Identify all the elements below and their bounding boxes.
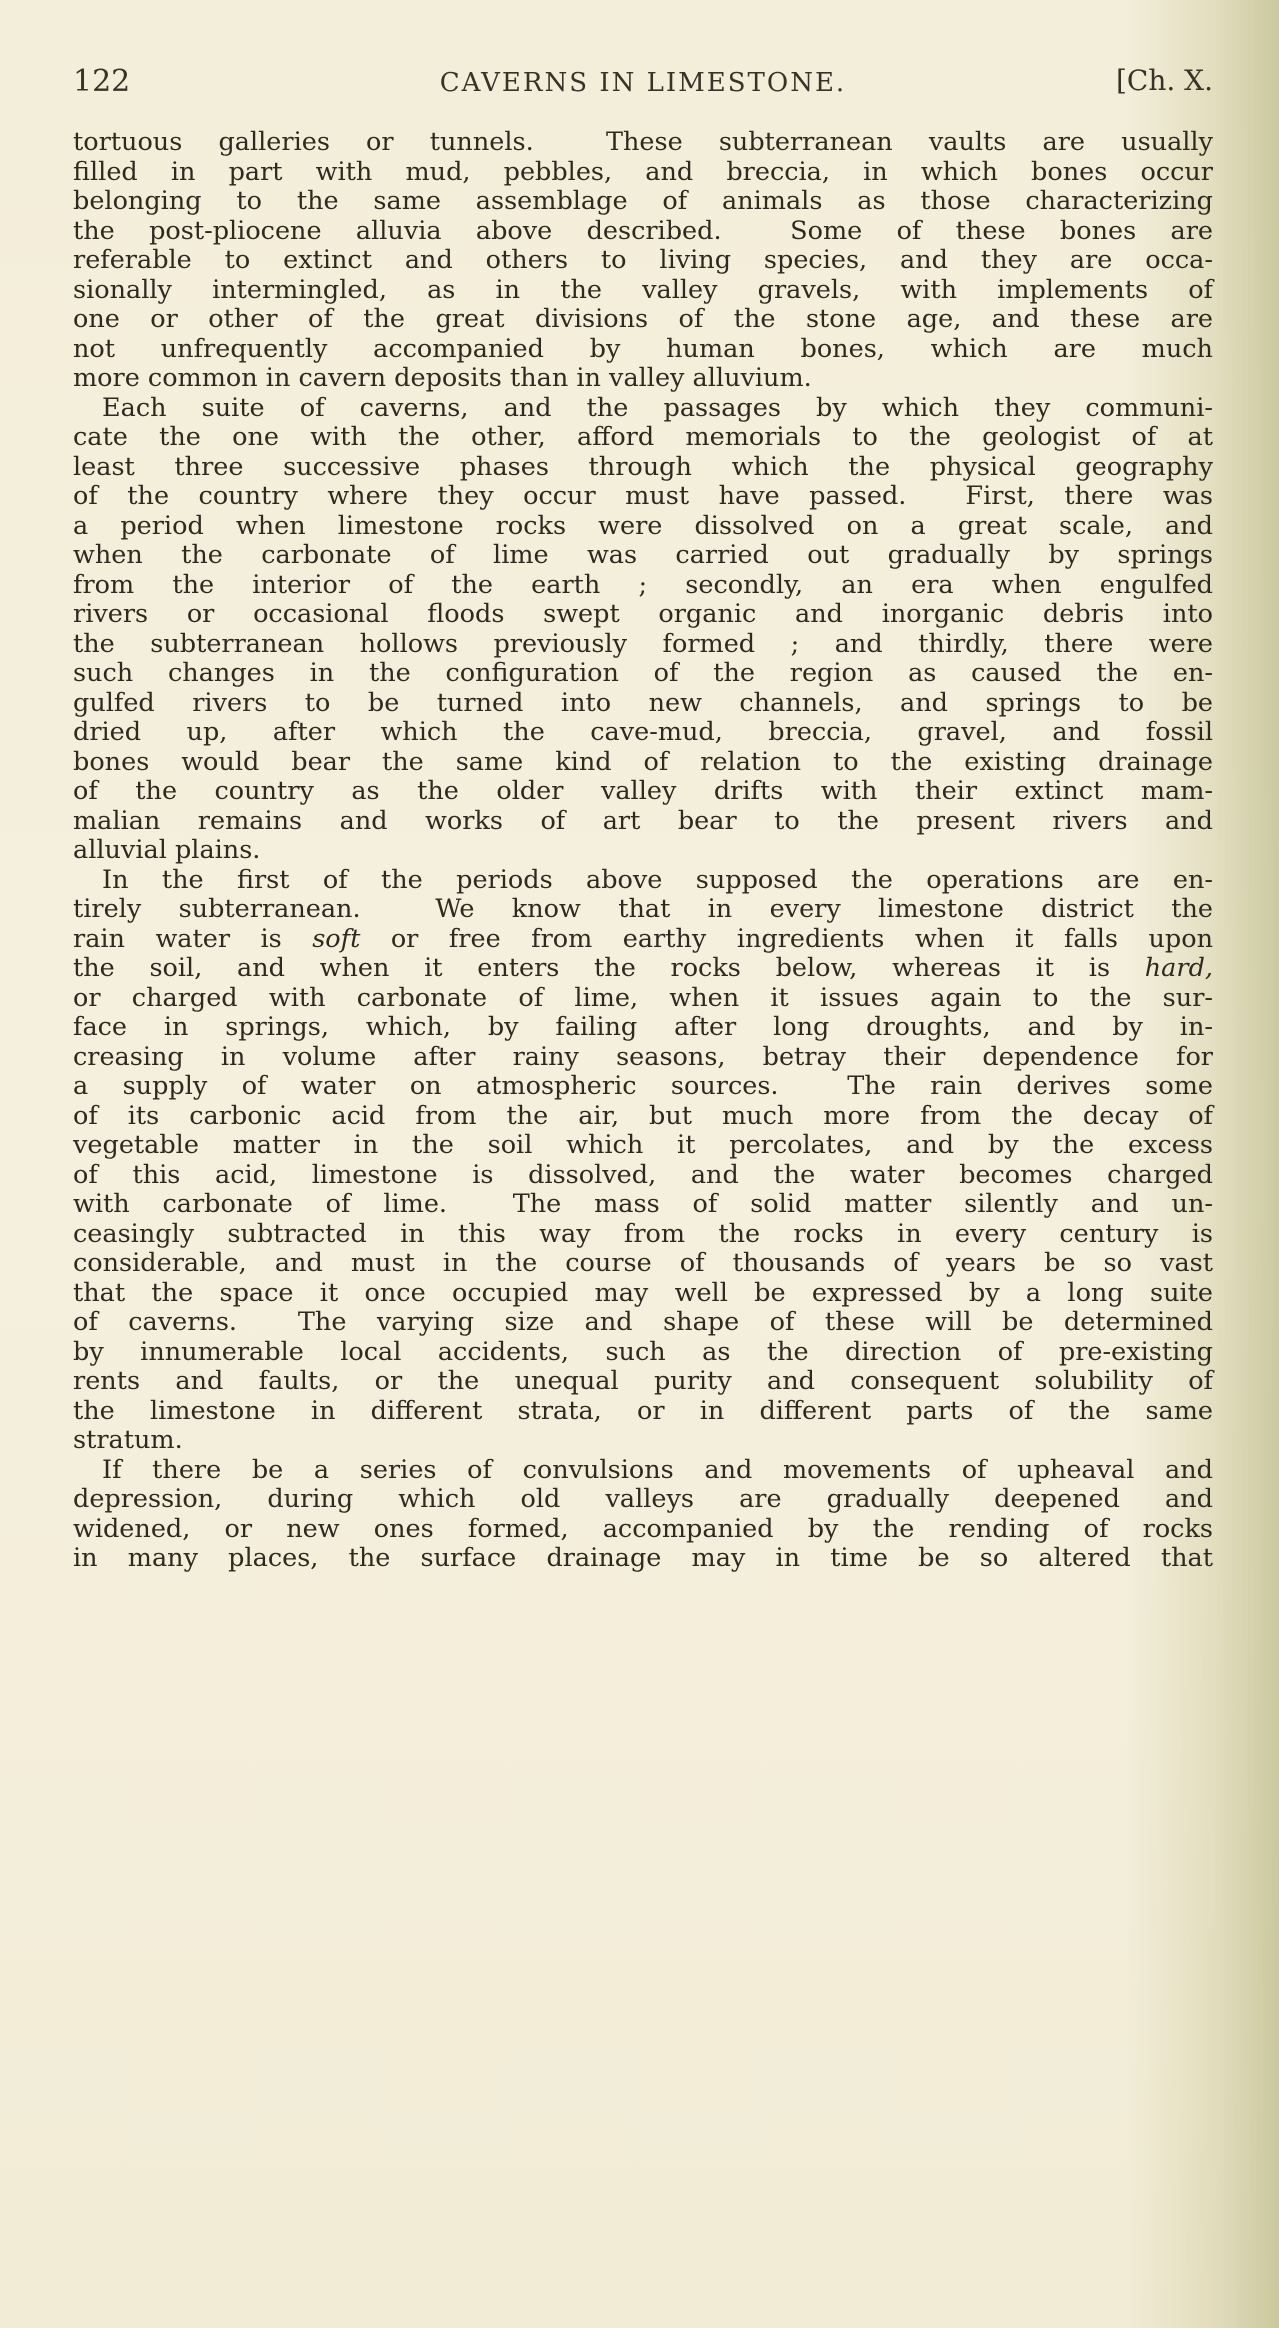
text-line: tortuous galleries or tunnels. These subterranean vaults are usually <box>73 127 1213 157</box>
text-line: when the carbonate of lime was carried out gradually by springs <box>73 540 1213 570</box>
text-line: vegetable matter in the soil which it percolates, and by the excess <box>73 1130 1213 1160</box>
running-head <box>73 64 1213 104</box>
text-line: of its carbonic acid from the air, but much more from the decay of <box>73 1100 1213 1131</box>
text-line: the post-pliocene alluvia above described. Some of these bones are <box>73 215 1213 246</box>
text-line: with carbonate of lime. The mass of solid matter silently and un- <box>73 1189 1213 1219</box>
text-line: stratum. <box>73 1425 183 1455</box>
text-line: such changes in the configuration of the region as caused the en- <box>73 658 1213 688</box>
text-line: depression, during which old valleys are gradually deepened and <box>73 1484 1213 1514</box>
text-line: tirely subterranean. We know that in every limestone district the <box>73 894 1213 924</box>
text-line: creasing in volume after rainy seasons, betray their dependence for <box>73 1041 1213 1072</box>
paragraph <box>73 1456 1213 1574</box>
text-line: that the space it once occupied may well be expressed by a long suite <box>73 1277 1213 1308</box>
text-line: alluvial plains. <box>73 835 261 865</box>
paragraph <box>73 866 1213 1456</box>
text-line: not unfrequently accompanied by human bones, which are much <box>73 333 1213 364</box>
text-line: Each suite of caverns, and the passages by which they communi- <box>102 392 1213 423</box>
text-line: cate the one with the other, afford memorials to the geologist of at <box>73 422 1213 452</box>
text-line: bones would bear the same kind of relation to the existing drainage <box>73 746 1213 777</box>
text-line: If there be a series of convulsions and movements of upheaval and <box>102 1454 1213 1485</box>
text-line: of this acid, limestone is dissolved, and the water becomes charged <box>73 1159 1213 1190</box>
text-line: belonging to the same assemblage of animals as those characterizing <box>73 186 1213 216</box>
text-line: rain water is soft or free from earthy ingredients when it falls upon <box>73 923 1213 954</box>
text-line: malian remains and works of art bear to the present rivers and <box>73 805 1213 836</box>
chapter-reference: [Ch. X. <box>1115 64 1213 97</box>
text-line: In the first of the periods above supposed the operations are en- <box>102 864 1213 895</box>
text-line: of the country where they occur must have passed. First, there was <box>73 481 1213 511</box>
text-line: rivers or occasional floods swept organic and inorganic debris into <box>73 599 1213 629</box>
text-line: by innumerable local accidents, such as the direction of pre-existing <box>73 1336 1213 1367</box>
text-line: face in springs, which, by failing after long droughts, and by in- <box>73 1012 1213 1042</box>
chapter-title: CAVERNS IN LIMESTONE. <box>439 68 847 98</box>
text-line: the subterranean hollows previously formed ; and thirdly, there were <box>73 628 1213 659</box>
text-line: gulfed rivers to be turned into new channels, and springs to be <box>73 687 1213 718</box>
text-line: sionally intermingled, as in the valley gravels, with implements of <box>73 274 1213 305</box>
page-number: 122 <box>73 64 131 99</box>
text-line: of caverns. The varying size and shape of these will be determined <box>73 1307 1213 1337</box>
text-line: the soil, and when it enters the rocks below, whereas it is hard, <box>73 953 1213 983</box>
text-line: one or other of the great divisions of the stone age, and these are <box>73 304 1213 334</box>
paragraph <box>73 394 1213 866</box>
body-text <box>73 128 1213 1574</box>
text-line: least three successive phases through which the physical geography <box>73 451 1213 482</box>
text-line: ceasingly subtracted in this way from the rocks in every century is <box>73 1218 1213 1249</box>
paragraph <box>73 128 1213 394</box>
text-line: from the interior of the earth ; secondly, an era when engulfed <box>73 569 1213 600</box>
text-line: the limestone in different strata, or in different parts of the same <box>73 1395 1213 1426</box>
text-line: more common in cavern deposits than in valley alluvium. <box>73 363 812 393</box>
text-line: considerable, and must in the course of thousands of years be so vast <box>73 1248 1213 1278</box>
text-line: filled in part with mud, pebbles, and breccia, in which bones occur <box>73 156 1213 187</box>
text-line: rents and faults, or the unequal purity and consequent solubility of <box>73 1366 1213 1396</box>
text-line: a supply of water on atmospheric sources. The rain derives some <box>73 1071 1213 1101</box>
text-line: referable to extinct and others to living species, and they are occa- <box>73 245 1213 275</box>
text-line: dried up, after which the cave-mud, breccia, gravel, and fossil <box>73 717 1213 747</box>
italic-word: soft <box>312 923 361 954</box>
text-line: widened, or new ones formed, accompanied by the rending of rocks <box>73 1513 1213 1544</box>
text-line: a period when limestone rocks were dissolved on a great scale, and <box>73 510 1213 541</box>
text-line: of the country as the older valley drifts with their extinct mam- <box>73 776 1213 806</box>
text-line: in many places, the surface drainage may in time be so altered that <box>73 1543 1213 1573</box>
italic-word: hard, <box>1144 953 1213 983</box>
text-line: or charged with carbonate of lime, when it issues again to the sur- <box>73 982 1213 1013</box>
